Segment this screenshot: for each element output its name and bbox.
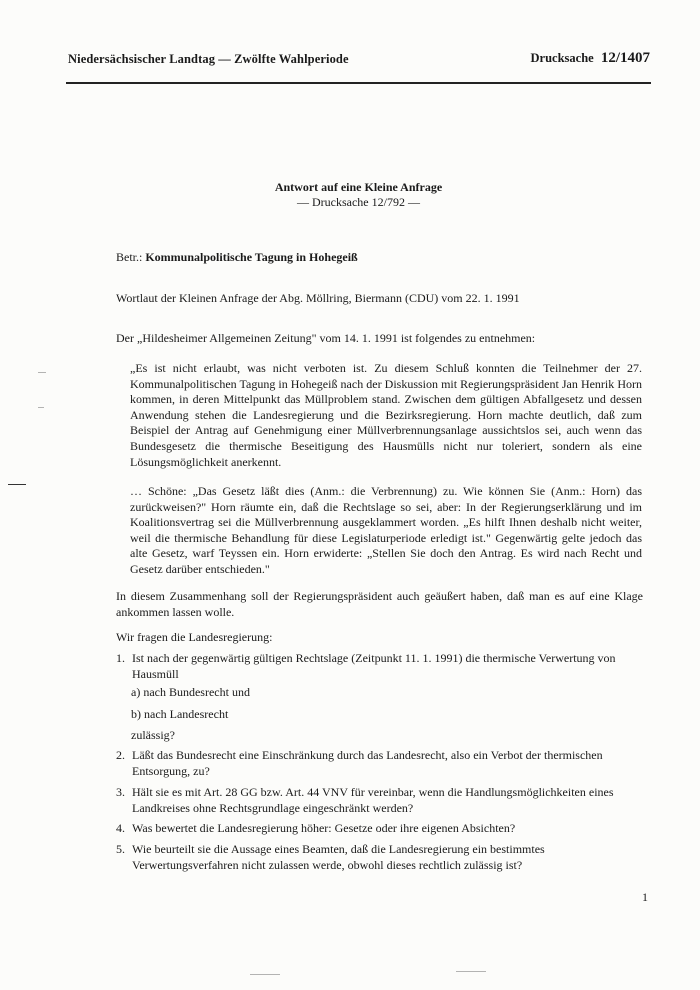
betr-prefix: Betr.: bbox=[116, 250, 146, 264]
document-title: Antwort auf eine Kleine Anfrage bbox=[274, 180, 443, 194]
scan-speck bbox=[456, 971, 486, 972]
question-number: 4. bbox=[116, 821, 125, 835]
question-text: Wie beurteilt sie die Aussage eines Beamten, daß die Landesregierung ein bestimmtes Verwertungsverfahren nicht zulassen werde, obwohl dieses rechtlich zulässig ist? bbox=[132, 842, 545, 872]
header-title: Niedersächsischer Landtag — Zwölfte Wahlperiode bbox=[68, 52, 349, 66]
betr-subject: Kommunalpolitische Tagung in Hohegeiß bbox=[145, 250, 358, 264]
questions-intro: Wir fragen die Landesregierung: bbox=[116, 630, 273, 644]
page-number: 1 bbox=[642, 890, 648, 904]
intro-paragraph: Der „Hildesheimer Allgemeinen Zeitung" vom 14. 1. 1991 ist folgendes zu entnehmen: bbox=[116, 331, 536, 345]
question-text: Was bewertet die Landesregierung höher: Gesetze oder ihre eigenen Absichten? bbox=[132, 821, 516, 835]
sub-item-b: b) nach Landesrecht bbox=[131, 707, 229, 721]
sub-item-a: a) nach Bundesrecht und bbox=[131, 685, 250, 699]
scan-speck bbox=[250, 974, 280, 975]
question-3 bbox=[116, 785, 643, 816]
context-paragraph: In diesem Zusammenhang soll der Regierungspräsident auch geäußert haben, daß man es auf eine Klage ankommen lassen wolle. bbox=[116, 589, 643, 619]
question-1 bbox=[116, 651, 643, 682]
question-4 bbox=[116, 821, 643, 837]
drucksache-label bbox=[531, 50, 651, 67]
wortlaut-line: Wortlaut der Kleinen Anfrage der Abg. Möllring, Biermann (CDU) vom 22. 1. 1991 bbox=[116, 291, 520, 305]
scan-speck bbox=[38, 372, 46, 373]
drucksache-prefix: Drucksache bbox=[530, 51, 594, 65]
question-number: 2. bbox=[116, 748, 125, 762]
header-rule bbox=[66, 82, 651, 84]
quote-paragraph-1: „Es ist nicht erlaubt, was nicht verboten ist. Zu diesem Schluß konnten die Teilnehmer der 27. Kommunalpolitischen Tagung in Hohegeiß nach der Diskussion mit Regierungspräsident Jan Henrik Horn kommen, in deren Mittelpunkt das Müllproblem stand. Zwischen dem gültigen Abfallgesetz und dessen Anwendung stehen die Landesregierung und die Bezirksregierung. Horn machte deutlich, daß zum Beispiel der Antrag auf Genehmigung einer Müllverbrennungsanlage aussichtslos sei, auch wenn das Bundesgesetz die thermische Beseitigung des Hausmülls nicht nur toleriert, sondern als eine Lösungsmöglichkeit anerkennt. bbox=[130, 361, 642, 469]
question-text: Ist nach der gegenwärtig gültigen Rechtslage (Zeitpunkt 11. 1. 1991) die thermische Verwertung von Hausmüll bbox=[132, 651, 616, 681]
quote-paragraph-2: … Schöne: „Das Gesetz läßt dies (Anm.: die Verbrennung) zu. Wie können Sie (Anm.: Horn) das zurückweisen?" Horn räumte ein, daß die Rechtslage so sei, aber: In der Regierungserklärung und im Koalitionsvertrag sei die Müllverbrennung ausgeklammert worden. „Es hilft Ihnen deshalb nicht weiter, weil die thermische Behandlung für diese Legislaturperiode erledigt ist." Gegenwärtig gelte jedoch das alte Gesetz, warf Teyssen ein. Horn erwiderte: „Stellen Sie doch den Antrag. Es wird nach Recht und Gesetz darüber entschieden." bbox=[130, 484, 642, 576]
question-text: Läßt das Bundesrecht eine Einschränkung durch das Landesrecht, also ein Verbot der thermischen Entsorgung, zu? bbox=[132, 748, 603, 778]
betr-line bbox=[116, 250, 358, 266]
question-number: 5. bbox=[116, 842, 125, 856]
document-subtitle: — Drucksache 12/792 — bbox=[297, 195, 420, 209]
question-5 bbox=[116, 842, 643, 873]
question-number: 3. bbox=[116, 785, 125, 799]
drucksache-number: 12/1407 bbox=[600, 50, 650, 66]
question-2 bbox=[116, 748, 643, 779]
margin-mark bbox=[8, 484, 26, 485]
scan-speck bbox=[38, 407, 44, 408]
sub-item-tail: zulässig? bbox=[131, 728, 175, 742]
question-number: 1. bbox=[116, 651, 125, 665]
question-text: Hält sie es mit Art. 28 GG bzw. Art. 44 VNV für vereinbar, wenn die Handlungsmöglichkeiten eines Landkreises ohne Rechtsgrundlage eingeschränkt werden? bbox=[132, 785, 614, 815]
